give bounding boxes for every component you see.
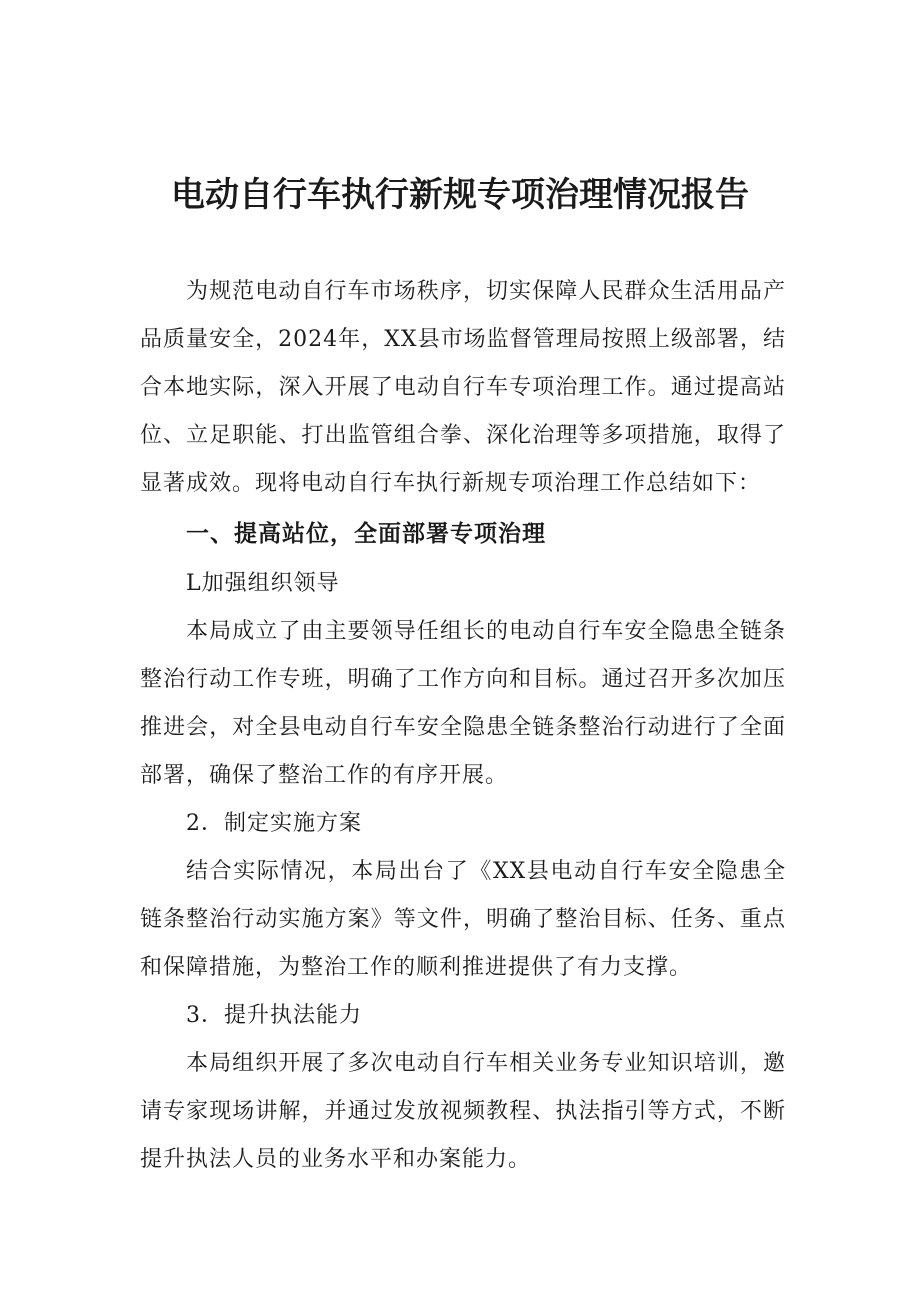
- section-1-heading: 一、提高站位，全面部署专项治理: [186, 521, 546, 547]
- intro-paragraph: 为规范电动自行车市场秩序，切实保障人民群众生活用品产品质量安全，2024年，XX县市场监督管理局按照上级部署，结合本地实际，深入开展了电动自行车专项治理工作。通过提高站位、立足职能、打出监管组合拳、深化治理等多项措施，取得了显著成效。现将电动自行车执行新规专项治理工作总结如下：: [140, 279, 786, 496]
- item-2-heading: 2．制定实施方案: [186, 811, 362, 836]
- item-2-paragraph: 结合实际情况，本局出台了《XX县电动自行车安全隐患全链条整治行动实施方案》等文件，明确了整治目标、任务、重点和保障措施，为整治工作的顺利推进提供了有力支撑。: [140, 859, 786, 980]
- item-3-heading: 3．提升执法能力: [186, 1003, 362, 1028]
- item-1-heading: L加强组织领导: [186, 571, 340, 596]
- document-body: [140, 268, 786, 1184]
- item-3-paragraph: 本局组织开展了多次电动自行车相关业务专业知识培训，邀请专家现场讲解，并通过发放视频教程、执法指引等方式，不断提升执法人员的业务水平和办案能力。: [140, 1051, 786, 1172]
- item-1-paragraph: 本局成立了由主要领导任组长的电动自行车安全隐患全链条整治行动工作专班，明确了工作方向和目标。通过召开多次加压推进会，对全县电动自行车安全隐患全链条整治行动进行了全面部署，确保了整治工作的有序开展。: [140, 619, 786, 788]
- document-title: 电动自行车执行新规专项治理情况报告: [171, 175, 749, 215]
